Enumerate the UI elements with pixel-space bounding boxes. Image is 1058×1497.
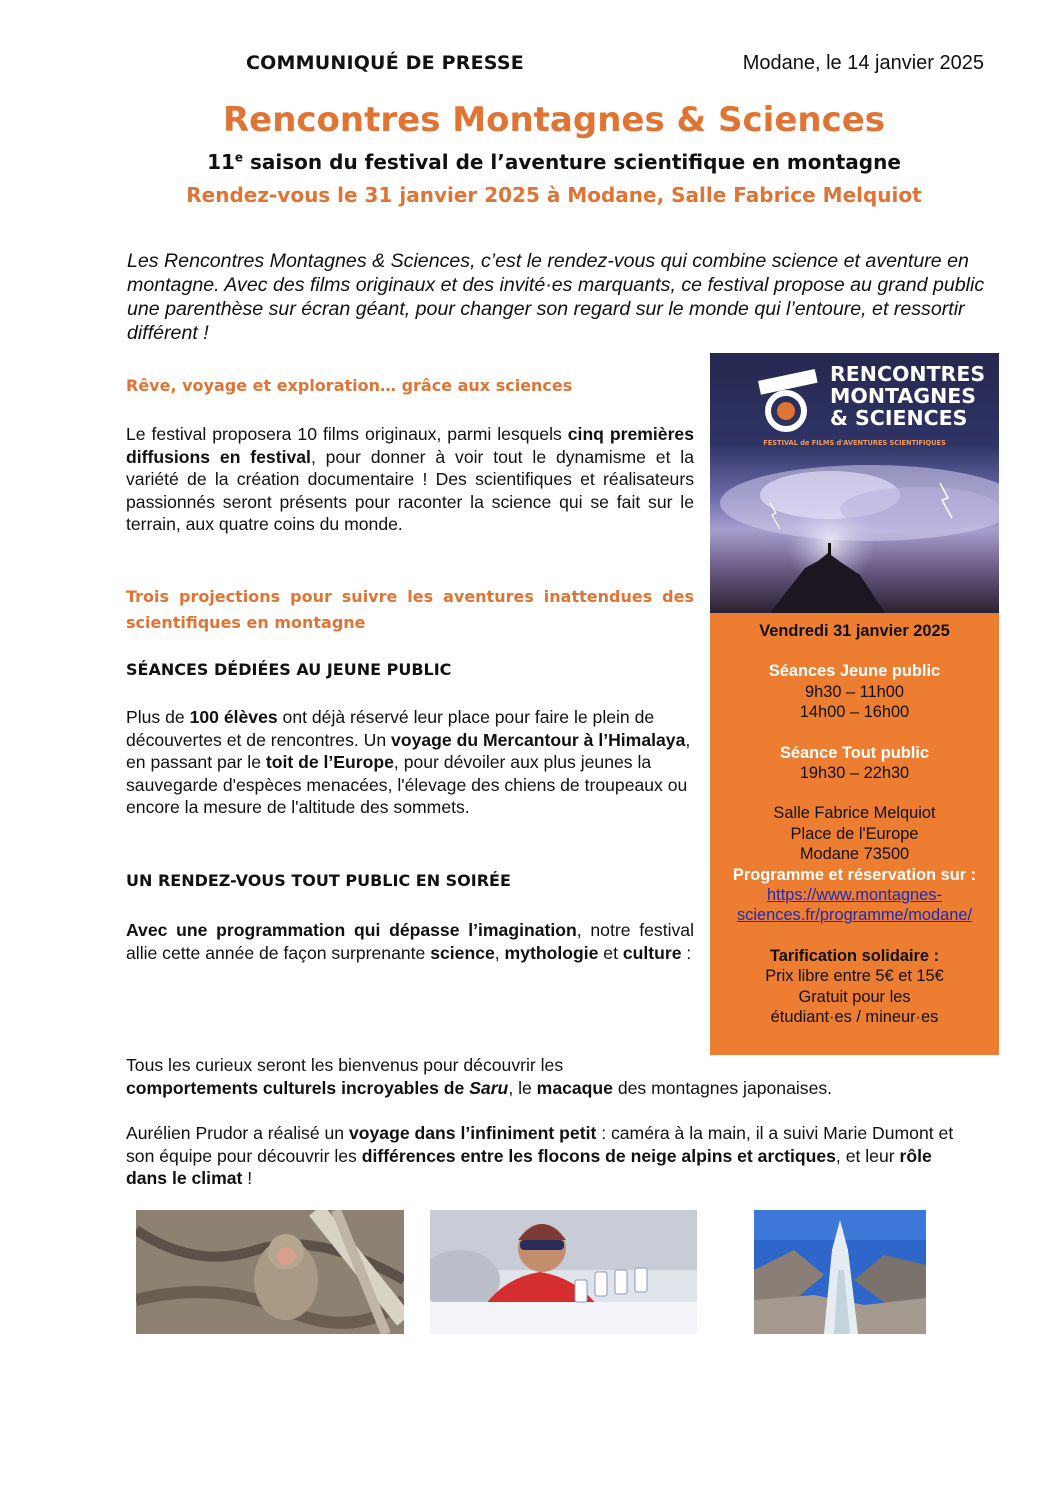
text-run: ! bbox=[242, 1168, 253, 1188]
text-run: , en passant par le bbox=[126, 729, 691, 772]
saru-paragraph bbox=[126, 1054, 996, 1099]
pricing-line: Prix libre entre 5€ et 15€ bbox=[765, 967, 944, 986]
section-heading-projections: Trois projections pour suivre les aventures inattendues des scientifiques en montagne bbox=[126, 587, 694, 632]
text-run: : caméra à la main, il a suivi Marie Dumont et son équipe pour découvrir les bbox=[126, 1123, 954, 1166]
place-date: Modane, le 14 janvier 2025 bbox=[742, 52, 984, 74]
film-clap-icon bbox=[758, 369, 818, 429]
event-subtitle: Rendez-vous le 31 janvier 2025 à Modane, Salle Fabrice Melquiot bbox=[186, 183, 922, 207]
program-link-part[interactable]: https://www.montagnes- bbox=[767, 886, 942, 905]
jeune-paragraph bbox=[126, 706, 698, 819]
program-link-part[interactable]: sciences.fr/programme/modane/ bbox=[736, 906, 973, 925]
text-run: , pour dévoiler aux plus jeunes la sauvegarde d'espèces menacées, l'élevage des chiens de troupeaux ou encore la mesure de l'altitude des sommets. bbox=[126, 752, 688, 817]
bold-italic-run: Saru bbox=[469, 1077, 509, 1098]
snow-scientist-photo bbox=[430, 1210, 697, 1334]
festival-poster bbox=[710, 353, 999, 613]
macaque-photo bbox=[136, 1210, 404, 1334]
soiree-paragraph bbox=[126, 919, 694, 964]
ice-stupa-photo bbox=[754, 1210, 926, 1334]
bold-run: toit de l’Europe bbox=[265, 752, 394, 772]
program-title: Programme et réservation sur : bbox=[732, 865, 977, 884]
program-link[interactable] bbox=[710, 905, 999, 925]
flocons-paragraph bbox=[126, 1122, 956, 1190]
bold-run: macaque bbox=[536, 1077, 613, 1098]
ice-stupa-image bbox=[754, 1210, 926, 1334]
jeune-session-title: Séances Jeune public bbox=[768, 662, 941, 681]
tout-session-time: 19h30 – 22h30 bbox=[799, 764, 910, 783]
subtitle bbox=[0, 150, 1058, 174]
bold-run: science bbox=[430, 942, 495, 963]
macaque-image bbox=[136, 1210, 404, 1334]
pricing-line: étudiant·es / mineur·es bbox=[770, 1008, 939, 1027]
bold-run: mythologie bbox=[504, 942, 599, 963]
text-run: des montagnes japonaises. bbox=[612, 1077, 833, 1098]
festival-paragraph bbox=[126, 423, 694, 536]
bold-run: voyage du Mercantour à l’Himalaya bbox=[391, 729, 686, 750]
text-run: Aurélien Prudor a réalisé un bbox=[126, 1123, 349, 1143]
tout-session-title: Séance Tout public bbox=[779, 743, 930, 762]
text-run: Plus de bbox=[126, 707, 190, 727]
jeune-session-time: 9h30 – 11h00 bbox=[804, 682, 905, 701]
bold-run: rôle dans le climat bbox=[126, 1145, 932, 1188]
text-run: et bbox=[598, 942, 623, 963]
text-run: Tous les curieux seront les bienvenus pour découvrir les bbox=[126, 1055, 564, 1075]
poster-line: & SCIENCES bbox=[830, 406, 968, 430]
season-number: 11 bbox=[207, 150, 235, 174]
bold-run: cinq premières diffusions en festival bbox=[126, 424, 694, 467]
text-run: , notre festival allie cette année de façon surprenante bbox=[126, 920, 694, 963]
poster-line: MONTAGNES bbox=[830, 384, 976, 408]
bold-run: culture bbox=[622, 942, 682, 963]
bold-run: voyage dans l’infiniment petit bbox=[348, 1123, 597, 1143]
snow-scientist-image bbox=[430, 1210, 697, 1334]
bold-run: Avec une programmation qui dépasse l’imagination bbox=[126, 920, 577, 940]
poster-tagline: FESTIVAL de FILMS d'AVENTURES SCIENTIFIQUES bbox=[763, 439, 946, 447]
page-title: Rencontres Montagnes & Sciences bbox=[222, 100, 886, 140]
pricing-title: Tarification solidaire : bbox=[769, 946, 940, 965]
jeune-session-time: 14h00 – 16h00 bbox=[799, 703, 910, 722]
bold-run: différences entre les flocons de neige alpins et arctiques bbox=[361, 1145, 836, 1166]
venue-city: Modane 73500 bbox=[799, 845, 910, 864]
text-run: , bbox=[494, 942, 505, 963]
section-heading-soiree: UN RENDEZ-VOUS TOUT PUBLIC EN SOIRÉE bbox=[126, 871, 511, 890]
season-sup: e bbox=[234, 150, 244, 165]
poster-line: RENCONTRES bbox=[830, 362, 986, 386]
poster-title bbox=[830, 363, 985, 429]
text-run: , pour donner à voir tout le dynamisme et la variété de la création documentaire ! Des scientifiques et réalisateurs passionnés seront présents pour raconter la science qui se fait sur le terrain, aux quatre coins du monde. bbox=[126, 446, 695, 534]
venue-address: Place de l'Europe bbox=[790, 824, 919, 843]
text-run: , et leur bbox=[835, 1145, 900, 1166]
bold-run: 100 élèves bbox=[189, 707, 278, 727]
text-run: Le festival proposera 10 films originaux, parmi lesquels bbox=[126, 424, 568, 444]
venue-name: Salle Fabrice Melquiot bbox=[773, 804, 936, 823]
text-run: : bbox=[681, 942, 692, 963]
program-link[interactable] bbox=[710, 885, 999, 905]
press-release-label: COMMUNIQUÉ DE PRESSE bbox=[246, 52, 524, 74]
text-run: ont déjà réservé leur place pour faire le plein de découvertes et de rencontres. Un bbox=[126, 707, 655, 750]
bold-run: comportements culturels incroyables de bbox=[126, 1077, 470, 1098]
pricing-line: Gratuit pour les bbox=[798, 987, 911, 1006]
event-info-box bbox=[710, 613, 999, 1055]
intro-paragraph: Les Rencontres Montagnes & Sciences, c’est le rendez-vous qui combine science et aventure en montagne. Avec des films originaux et des invité·es marquants, ce festival propose au grand public une parenthèse sur écran géant, pour changer son regard sur le monde qui l’entoure, et ressortir différent ! bbox=[127, 250, 985, 344]
text-run: , le bbox=[508, 1077, 537, 1098]
section-heading-dream: Rêve, voyage et exploration… grâce aux sciences bbox=[126, 376, 573, 395]
subtitle-text: saison du festival de l’aventure scientifique en montagne bbox=[243, 150, 901, 174]
section-heading-jeune: SÉANCES DÉDIÉES AU JEUNE PUBLIC bbox=[126, 660, 452, 679]
event-date: Vendredi 31 janvier 2025 bbox=[759, 622, 950, 640]
